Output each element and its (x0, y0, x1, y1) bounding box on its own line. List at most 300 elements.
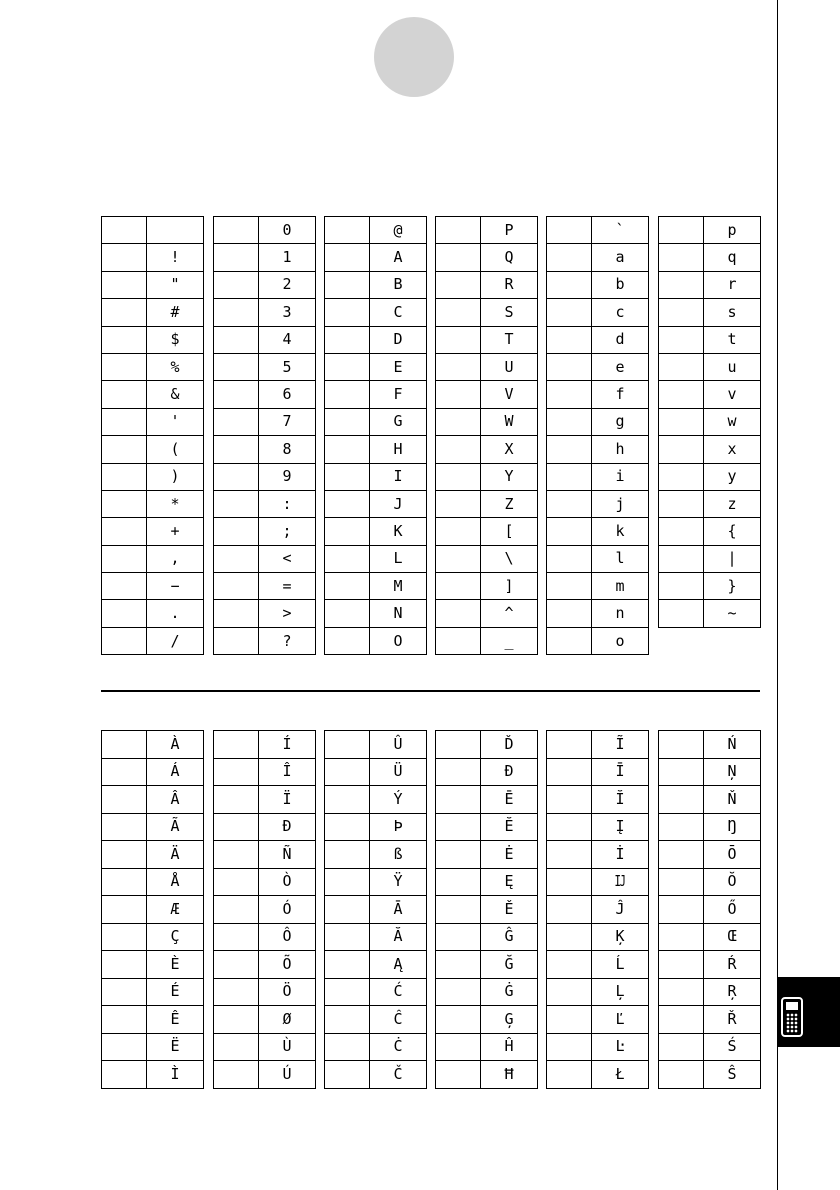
char-glyph-cell: Â (147, 786, 204, 814)
char-code-cell (547, 463, 592, 490)
char-glyph-cell: Ŏ (704, 868, 761, 896)
char-glyph-cell: Ñ (259, 841, 316, 869)
char-code-cell (102, 1006, 147, 1034)
char-glyph-cell: Î (259, 758, 316, 786)
char-code-cell (214, 923, 259, 951)
char-glyph-cell: Ă (370, 923, 427, 951)
char-glyph-cell: Ħ (481, 1061, 538, 1089)
char-code-cell (659, 217, 704, 244)
char-table-row (659, 868, 761, 896)
char-code-cell (102, 978, 147, 1006)
char-code-cell (659, 518, 704, 545)
char-code-cell (547, 923, 592, 951)
char-table-row (102, 1061, 204, 1089)
char-table-row (214, 758, 316, 786)
char-glyph-cell: Ĕ (481, 813, 538, 841)
char-code-cell (325, 217, 370, 244)
char-table-row (214, 600, 316, 627)
char-glyph-cell: Ù (259, 1033, 316, 1061)
char-code-cell (325, 271, 370, 298)
char-table-row (102, 545, 204, 572)
char-code-cell (102, 463, 147, 490)
char-code-cell (547, 326, 592, 353)
char-code-cell (659, 326, 704, 353)
char-glyph-cell: _ (481, 627, 538, 654)
char-code-cell (102, 217, 147, 244)
char-code-cell (659, 786, 704, 814)
char-code-cell (547, 518, 592, 545)
char-code-cell (659, 758, 704, 786)
char-code-cell (325, 978, 370, 1006)
char-code-cell (659, 1033, 704, 1061)
char-glyph-cell: È (147, 951, 204, 979)
char-glyph-cell: Æ (147, 896, 204, 924)
char-glyph-cell: P (481, 217, 538, 244)
char-table-row (436, 326, 538, 353)
char-table-row (547, 545, 649, 572)
char-glyph-cell: Ü (370, 758, 427, 786)
char-table-row (102, 813, 204, 841)
char-glyph-cell: O (370, 627, 427, 654)
char-code-cell (547, 951, 592, 979)
char-code-cell (214, 1033, 259, 1061)
char-code-cell (325, 436, 370, 463)
char-code-cell (436, 573, 481, 600)
char-code-cell (325, 923, 370, 951)
char-glyph-cell: q (704, 244, 761, 271)
char-glyph-cell: Ó (259, 896, 316, 924)
char-glyph-cell: 8 (259, 436, 316, 463)
char-table-row (214, 813, 316, 841)
char-glyph-cell: Ō (704, 841, 761, 869)
char-code-cell (214, 868, 259, 896)
char-table-row (547, 868, 649, 896)
char-table-row (325, 1033, 427, 1061)
char-glyph-cell: y (704, 463, 761, 490)
char-table-row (659, 299, 761, 326)
char-table-column (213, 730, 316, 1089)
char-table-row (102, 731, 204, 759)
char-table-row (325, 978, 427, 1006)
char-code-cell (102, 545, 147, 572)
char-code-cell (102, 841, 147, 869)
char-glyph-cell: | (704, 545, 761, 572)
char-table-row (102, 923, 204, 951)
char-glyph-cell: = (259, 573, 316, 600)
char-code-cell (436, 518, 481, 545)
char-glyph-cell: Ľ (592, 1006, 649, 1034)
char-table-row (214, 353, 316, 380)
char-code-cell (436, 463, 481, 490)
char-table-row (547, 951, 649, 979)
char-table-column (546, 730, 649, 1089)
char-table-row (547, 1061, 649, 1089)
char-table-row (547, 490, 649, 517)
char-glyph-cell: G (370, 408, 427, 435)
char-table-row (547, 408, 649, 435)
char-table-row (436, 600, 538, 627)
char-glyph-cell: Ŗ (704, 978, 761, 1006)
char-code-cell (436, 758, 481, 786)
char-code-cell (325, 518, 370, 545)
char-glyph-cell: Ĥ (481, 1033, 538, 1061)
char-code-cell (547, 758, 592, 786)
char-glyph-cell: ~ (704, 600, 761, 627)
char-table-row (547, 271, 649, 298)
char-table-row (659, 326, 761, 353)
char-table-row (214, 463, 316, 490)
char-code-cell (436, 545, 481, 572)
char-code-cell (214, 627, 259, 654)
char-table-row (102, 1033, 204, 1061)
char-table-row (547, 627, 649, 654)
char-table-row (547, 923, 649, 951)
char-glyph-cell: l (592, 545, 649, 572)
char-table-row (659, 408, 761, 435)
char-glyph-cell: Ę (481, 868, 538, 896)
char-glyph-cell: d (592, 326, 649, 353)
char-table-row (102, 758, 204, 786)
char-table-row (436, 951, 538, 979)
char-code-cell (214, 299, 259, 326)
char-glyph-cell: $ (147, 326, 204, 353)
char-code-cell (102, 244, 147, 271)
char-table-column (658, 216, 761, 628)
char-glyph-cell: 7 (259, 408, 316, 435)
char-glyph-cell: − (147, 573, 204, 600)
char-code-cell (436, 408, 481, 435)
char-code-cell (325, 896, 370, 924)
char-table-row (102, 951, 204, 979)
char-glyph-cell: Y (481, 463, 538, 490)
char-table-row (659, 978, 761, 1006)
char-table-row (436, 545, 538, 572)
char-table-row (325, 841, 427, 869)
char-glyph-cell: Ĩ (592, 731, 649, 759)
char-table-row (214, 786, 316, 814)
char-glyph-cell: Ņ (704, 758, 761, 786)
char-code-cell (325, 731, 370, 759)
char-code-cell (325, 627, 370, 654)
char-code-cell (214, 326, 259, 353)
char-code-cell (659, 731, 704, 759)
char-table-row (436, 731, 538, 759)
char-glyph-cell: Ŀ (592, 1033, 649, 1061)
char-table-column (435, 730, 538, 1089)
char-glyph-cell: É (147, 978, 204, 1006)
char-table-row (214, 1033, 316, 1061)
char-table-row (436, 786, 538, 814)
char-code-cell (325, 813, 370, 841)
char-code-cell (547, 786, 592, 814)
char-code-cell (436, 1006, 481, 1034)
char-glyph-cell: Ö (259, 978, 316, 1006)
char-code-cell (325, 951, 370, 979)
char-table-row (659, 436, 761, 463)
char-table-row (214, 923, 316, 951)
char-glyph-cell: Ģ (481, 1006, 538, 1034)
char-glyph-cell: / (147, 627, 204, 654)
char-table-row (436, 896, 538, 924)
char-glyph-cell: Ý (370, 786, 427, 814)
char-glyph-cell: # (147, 299, 204, 326)
char-glyph-cell: Ŕ (704, 951, 761, 979)
char-table-row (102, 244, 204, 271)
char-table-row (659, 896, 761, 924)
char-table-row (214, 518, 316, 545)
char-table-row (102, 271, 204, 298)
char-table-row (436, 868, 538, 896)
char-table-row (436, 1033, 538, 1061)
char-table-row (102, 573, 204, 600)
char-glyph-cell: . (147, 600, 204, 627)
char-code-cell (659, 299, 704, 326)
char-table-row (214, 244, 316, 271)
char-glyph-cell: D (370, 326, 427, 353)
char-code-cell (436, 353, 481, 380)
char-glyph-cell: K (370, 518, 427, 545)
char-code-cell (325, 1061, 370, 1089)
char-table-row (214, 217, 316, 244)
char-glyph-cell: T (481, 326, 538, 353)
char-glyph-cell: r (704, 271, 761, 298)
char-code-cell (214, 217, 259, 244)
char-table-row (547, 600, 649, 627)
char-code-cell (547, 1033, 592, 1061)
char-code-cell (547, 271, 592, 298)
char-glyph-cell: Ř (704, 1006, 761, 1034)
char-glyph-cell: * (147, 490, 204, 517)
char-glyph-cell: Ë (147, 1033, 204, 1061)
char-table-row (659, 923, 761, 951)
char-table-row (214, 868, 316, 896)
char-table-row (659, 463, 761, 490)
char-table-row (214, 436, 316, 463)
char-table-column (435, 216, 538, 655)
char-glyph-cell: Ï (259, 786, 316, 814)
char-code-cell (102, 923, 147, 951)
char-code-cell (214, 353, 259, 380)
char-table-row (102, 786, 204, 814)
char-table-row (325, 353, 427, 380)
char-code-cell (659, 408, 704, 435)
char-code-cell (547, 436, 592, 463)
char-code-cell (214, 1061, 259, 1089)
char-table-row (659, 545, 761, 572)
char-glyph-cell: C (370, 299, 427, 326)
char-table-row (325, 786, 427, 814)
char-code-cell (547, 978, 592, 1006)
char-table-row (102, 518, 204, 545)
char-code-cell (102, 896, 147, 924)
char-code-cell (214, 436, 259, 463)
char-table-row (214, 545, 316, 572)
char-code-cell (659, 381, 704, 408)
char-code-cell (325, 244, 370, 271)
char-table-row (436, 978, 538, 1006)
char-code-cell (547, 841, 592, 869)
char-glyph-cell: ! (147, 244, 204, 271)
char-code-cell (659, 271, 704, 298)
char-table-row (547, 1033, 649, 1061)
char-code-cell (436, 1061, 481, 1089)
char-code-cell (436, 896, 481, 924)
char-glyph-cell: h (592, 436, 649, 463)
char-table-row (436, 573, 538, 600)
char-glyph-cell: ^ (481, 600, 538, 627)
char-glyph-cell: Ø (259, 1006, 316, 1034)
char-code-cell (325, 786, 370, 814)
section-divider (101, 690, 760, 692)
char-code-cell (436, 731, 481, 759)
char-code-cell (325, 463, 370, 490)
char-table-row (659, 1033, 761, 1061)
char-table-row (547, 463, 649, 490)
char-code-cell (325, 1033, 370, 1061)
char-table-row (214, 326, 316, 353)
char-glyph-cell: { (704, 518, 761, 545)
char-table-row (547, 244, 649, 271)
char-table-row (436, 627, 538, 654)
char-code-cell (436, 490, 481, 517)
char-code-cell (436, 978, 481, 1006)
char-glyph-cell: Ĝ (481, 923, 538, 951)
char-table-row (436, 436, 538, 463)
char-table-row (102, 353, 204, 380)
char-table-row (659, 731, 761, 759)
char-glyph-cell: Ń (704, 731, 761, 759)
char-code-cell (102, 326, 147, 353)
char-code-cell (102, 600, 147, 627)
char-glyph-cell: k (592, 518, 649, 545)
char-code-cell (547, 868, 592, 896)
char-table-row (214, 271, 316, 298)
char-glyph-cell: 0 (259, 217, 316, 244)
char-table-row (547, 978, 649, 1006)
char-code-cell (436, 868, 481, 896)
char-glyph-cell: Ĵ (592, 896, 649, 924)
char-code-cell (436, 271, 481, 298)
char-code-cell (659, 1006, 704, 1034)
char-table-row (102, 627, 204, 654)
char-table-row (325, 627, 427, 654)
char-table-row (102, 408, 204, 435)
char-code-cell (436, 436, 481, 463)
char-glyph-cell: Ś (704, 1033, 761, 1061)
char-table-row (547, 731, 649, 759)
char-glyph-cell: u (704, 353, 761, 380)
char-table-row (436, 1061, 538, 1089)
char-table-row (102, 978, 204, 1006)
char-code-cell (659, 353, 704, 380)
char-code-cell (659, 841, 704, 869)
char-code-cell (102, 627, 147, 654)
char-glyph-cell: Ÿ (370, 868, 427, 896)
char-glyph-cell: Ê (147, 1006, 204, 1034)
char-glyph-cell: p (704, 217, 761, 244)
char-code-cell (659, 813, 704, 841)
char-code-cell (214, 573, 259, 600)
char-table-row (547, 758, 649, 786)
char-glyph-cell: [ (481, 518, 538, 545)
char-code-cell (436, 841, 481, 869)
char-table-row (659, 1006, 761, 1034)
char-glyph-cell: & (147, 381, 204, 408)
char-table-row (214, 627, 316, 654)
char-glyph-cell: z (704, 490, 761, 517)
char-glyph-cell: < (259, 545, 316, 572)
char-table-row (659, 244, 761, 271)
char-code-cell (436, 951, 481, 979)
char-glyph-cell: ` (592, 217, 649, 244)
char-glyph-cell: Ā (370, 896, 427, 924)
char-code-cell (547, 353, 592, 380)
char-code-cell (436, 813, 481, 841)
char-glyph-cell: Í (259, 731, 316, 759)
char-glyph-cell: e (592, 353, 649, 380)
char-glyph-cell: Á (147, 758, 204, 786)
char-code-cell (659, 463, 704, 490)
char-code-cell (436, 326, 481, 353)
char-glyph-cell: Ğ (481, 951, 538, 979)
char-code-cell (214, 600, 259, 627)
char-table-row (325, 490, 427, 517)
char-glyph-cell: , (147, 545, 204, 572)
char-code-cell (547, 381, 592, 408)
char-code-cell (102, 573, 147, 600)
char-glyph-cell: Ļ (592, 978, 649, 1006)
char-code-cell (325, 1006, 370, 1034)
char-code-cell (102, 1033, 147, 1061)
char-table-row (102, 868, 204, 896)
char-glyph-cell: L (370, 545, 427, 572)
char-glyph-cell: Ð (259, 813, 316, 841)
char-glyph-cell: À (147, 731, 204, 759)
char-code-cell (659, 573, 704, 600)
char-code-cell (436, 923, 481, 951)
char-table-row (102, 217, 204, 244)
char-table-row (325, 436, 427, 463)
char-glyph-cell: V (481, 381, 538, 408)
char-glyph-cell: Z (481, 490, 538, 517)
char-glyph-cell: j (592, 490, 649, 517)
char-glyph-cell: Č (370, 1061, 427, 1089)
char-table-row (325, 408, 427, 435)
char-code-cell (102, 1061, 147, 1089)
char-glyph-cell: Ġ (481, 978, 538, 1006)
char-code-cell (214, 244, 259, 271)
char-code-cell (102, 299, 147, 326)
char-table-column (546, 216, 649, 655)
char-glyph-cell: W (481, 408, 538, 435)
char-glyph-cell: ß (370, 841, 427, 869)
char-table-row (436, 490, 538, 517)
char-glyph-cell: x (704, 436, 761, 463)
char-code-cell (547, 896, 592, 924)
char-glyph-cell: Ĭ (592, 786, 649, 814)
char-glyph-cell: Û (370, 731, 427, 759)
char-glyph-cell: i (592, 463, 649, 490)
char-table-column (101, 216, 204, 655)
char-code-cell (325, 545, 370, 572)
char-glyph-cell: 4 (259, 326, 316, 353)
char-code-cell (325, 299, 370, 326)
char-glyph-cell: Ċ (370, 1033, 427, 1061)
char-table-row (214, 731, 316, 759)
char-table-row (325, 271, 427, 298)
char-table-column (324, 730, 427, 1089)
char-table-row (436, 813, 538, 841)
